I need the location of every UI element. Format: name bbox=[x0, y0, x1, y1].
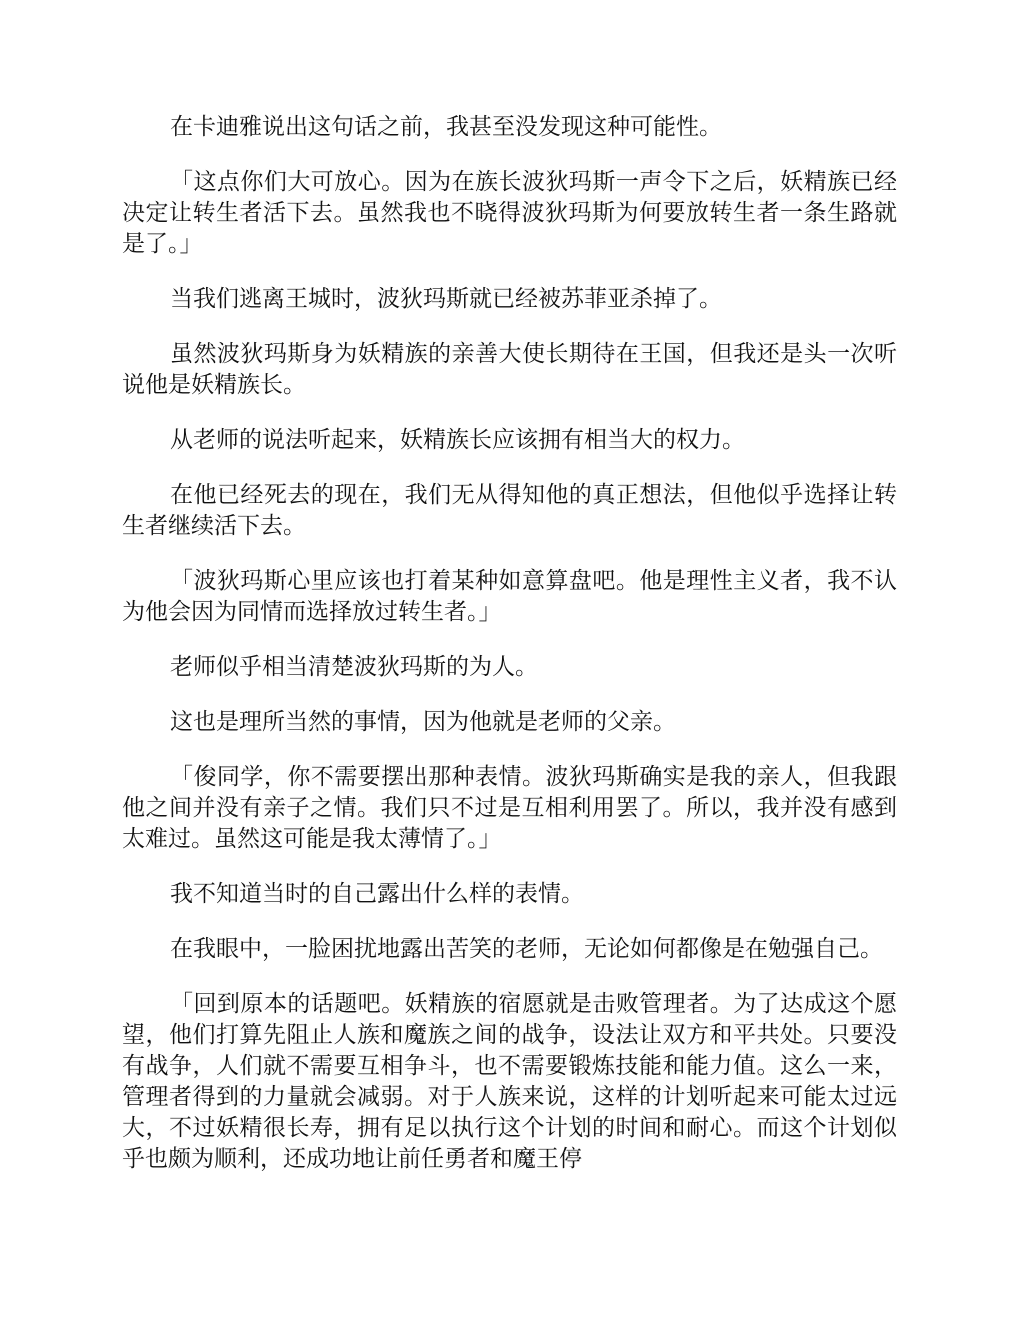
paragraph-10: 「俊同学，你不需要摆出那种表情。波狄玛斯确实是我的亲人，但我跟他之间并没有亲子之情。我们只不过是互相利用罢了。所以，我并没有感到太难过。虽然这可能是我太薄情了。」 bbox=[122, 764, 897, 852]
paragraph-1: 在卡迪雅说出这句话之前，我甚至没发现这种可能性。 bbox=[170, 114, 722, 140]
paragraph-6: 在他已经死去的现在，我们无从得知他的真正想法，但他似乎选择让转生者继续活下去。 bbox=[122, 482, 897, 539]
paragraph-12: 在我眼中，一脸困扰地露出苦笑的老师，无论如何都像是在勉强自己。 bbox=[170, 936, 883, 962]
paragraph-11: 我不知道当时的自己露出什么样的表情。 bbox=[170, 881, 584, 907]
paragraph-7: 「波狄玛斯心里应该也打着某种如意算盘吧。他是理性主义者，我不认为他会因为同情而选择放过转生者。」 bbox=[122, 568, 897, 625]
paragraph-4: 虽然波狄玛斯身为妖精族的亲善大使长期待在王国，但我还是头一次听说他是妖精族长。 bbox=[122, 341, 897, 398]
paragraph-2: 「这点你们大可放心。因为在族长波狄玛斯一声令下之后，妖精族已经决定让转生者活下去。虽然我也不晓得波狄玛斯为何要放转生者一条生路就是了。」 bbox=[122, 169, 897, 257]
paragraph-9: 这也是理所当然的事情，因为他就是老师的父亲。 bbox=[170, 709, 676, 735]
paragraph-5: 从老师的说法听起来，妖精族长应该拥有相当大的权力。 bbox=[170, 427, 745, 453]
paragraph-3: 当我们逃离王城时，波狄玛斯就已经被苏菲亚杀掉了。 bbox=[170, 286, 722, 312]
paragraph-13: 「回到原本的话题吧。妖精族的宿愿就是击败管理者。为了达成这个愿望，他们打算先阻止人族和魔族之间的战争，设法让双方和平共处。只要没有战争，人们就不需要互相争斗，也不需要锻炼技能和能力值。这么一来，管理者得到的力量就会减弱。对于人族来说，这样的计划听起来可能太过远大，不过妖精很长寿，拥有足以执行这个计划的时间和耐心。而这个计划似乎也颇为顺利，还成功地让前任勇者和魔王停 bbox=[122, 991, 897, 1172]
document-page bbox=[122, 112, 897, 1199]
paragraph-8: 老师似乎相当清楚波狄玛斯的为人。 bbox=[170, 654, 538, 680]
